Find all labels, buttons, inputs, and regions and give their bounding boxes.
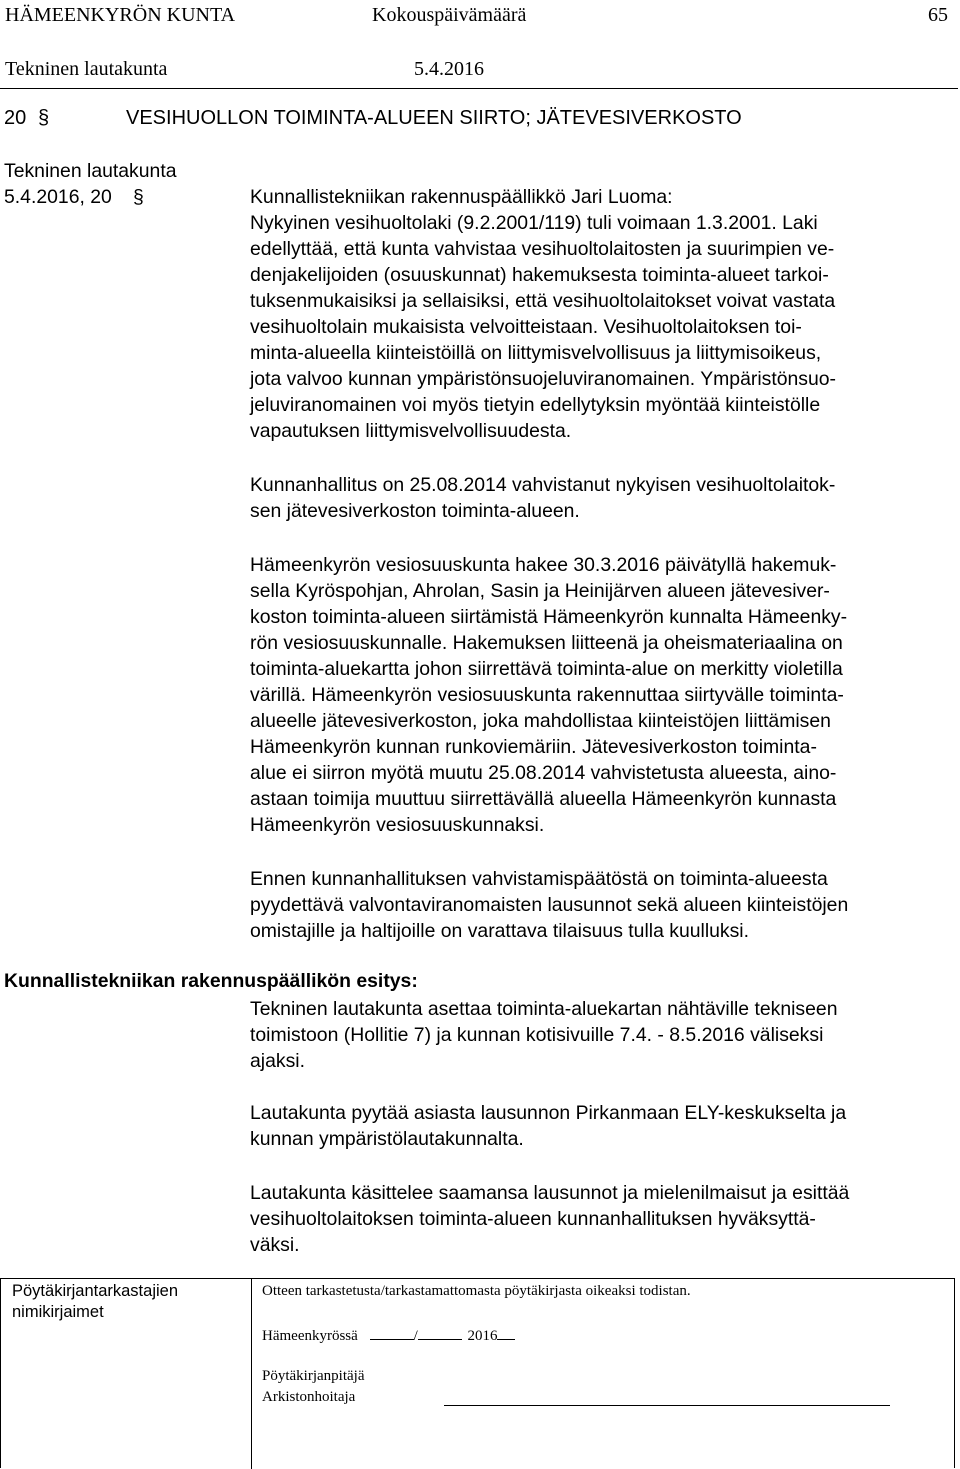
org-name: HÄMEENKYRÖN KUNTA	[5, 4, 236, 26]
page-number: 65	[928, 4, 948, 26]
text-line: tuksenmukaisiksi ja sellaisiksi, että vesihuoltolaitokset voivat vastata	[250, 290, 836, 312]
keeper-label-1: Pöytäkirjanpitäjä	[262, 1368, 365, 1384]
text-line: jeluviranomainen voi myös tietyin edellytyksin myöntää kiinteistölle	[250, 394, 821, 416]
footer-year: 2016	[467, 1328, 498, 1344]
text-line: vapautuksen liittymisvelvollisuudesta.	[250, 420, 572, 442]
footer-certification-box	[0, 1278, 955, 1468]
text-line: Lautakunta pyytää asiasta lausunnon Pirkanmaan ELY-keskukselta ja	[250, 1102, 847, 1124]
text-line: alue ei siirron myötä muutu 25.08.2014 vahvistetusta alueesta, aino-	[250, 762, 837, 784]
section-heading: VESIHUOLLON TOIMINTA-ALUEEN SIIRTO; JÄTEVESIVERKOSTO	[126, 107, 742, 129]
header-divider	[0, 88, 958, 89]
text-line: denjakelijoiden (osuuskunnat) hakemuksesta toiminta-alueet tarkoi-	[250, 264, 829, 286]
prep-symbol: §	[133, 186, 144, 208]
month-blank	[418, 1325, 462, 1340]
text-line: värillä. Hämeenkyrön vesiosuuskunta rakennuttaa siirtyvälle toiminta-	[250, 684, 844, 706]
text-line: pyydettävä valvontaviranomaisten lausunnot sekä alueen kiinteistöjen	[250, 894, 849, 916]
footer-divider	[251, 1278, 252, 1469]
text-line: vesihuoltolaitoksen toiminta-alueen kunnanhallituksen hyväksyttä-	[250, 1208, 816, 1230]
text-line: toiminta-aluekartta johon siirrettävä toiminta-alue on merkitty violetilla	[250, 658, 843, 680]
date-slash: /	[413, 1328, 418, 1344]
text-line: Hämeenkyrön vesiosuuskunnaksi.	[250, 814, 545, 836]
day-blank	[370, 1325, 414, 1340]
meeting-date: 5.4.2016	[414, 58, 484, 80]
date-label: Kokouspäivämäärä	[372, 4, 527, 26]
text-line: väksi.	[250, 1234, 300, 1256]
text-line: Lautakunta käsittelee saamansa lausunnot ja mielenilmaisut ja esittää	[250, 1182, 850, 1204]
section-symbol: §	[38, 107, 50, 129]
text-line: astaan toimija muuttuu siirrettävällä alueella Hämeenkyrön kunnasta	[250, 788, 837, 810]
text-line: jota valvoo kunnan ympäristönsuojeluviranomainen. Ympäristönsuo-	[250, 368, 836, 390]
text-line: toimistoon (Hollitie 7) ja kunnan kotisivuille 7.4. - 8.5.2016 väliseksi	[250, 1024, 824, 1046]
text-line: Tekninen lautakunta asettaa toiminta-aluekartan nähtäville tekniseen	[250, 998, 838, 1020]
prep-ref: 5.4.2016, 20	[4, 186, 112, 208]
text-line: Hämeenkyrön kunnan runkoviemäriin. Jätevesiverkoston toiminta-	[250, 736, 817, 758]
checkers-label-line1: Pöytäkirjantarkastajien	[12, 1282, 178, 1300]
text-line: Nykyinen vesihuoltolaki (9.2.2001/119) tuli voimaan 1.3.2001. Laki	[250, 212, 818, 234]
checkers-label-line2: nimikirjaimet	[12, 1303, 104, 1321]
text-line: edellyttää, että kunta vahvistaa vesihuoltolaitosten ja suurimpien ve-	[250, 238, 835, 260]
text-line: sen jätevesiverkoston toiminta-alueen.	[250, 500, 580, 522]
text-line: rön vesiosuuskunnalle. Hakemuksen liitteenä ja oheismateriaalina on	[250, 632, 843, 654]
text-line: koston toiminta-alueen siirtämistä Hämeenkyrön kunnalta Hämeenky-	[250, 606, 848, 628]
proposal-heading: Kunnallistekniikan rakennuspäällikön esitys:	[4, 970, 418, 992]
text-line: sella Kyröspohjan, Ahrolan, Sasin ja Heinijärven alueen jätevesiver-	[250, 580, 830, 602]
year-blank	[497, 1325, 515, 1340]
signature-line	[444, 1405, 890, 1406]
text-line: alueelle jätevesiverkoston, joka mahdollistaa kiinteistöjen liittämisen	[250, 710, 831, 732]
text-line: vesihuoltolain mukaisista velvoitteistaan. Vesihuoltolaitoksen toi-	[250, 316, 802, 338]
text-line: ajaksi.	[250, 1050, 305, 1072]
text-line: Ennen kunnanhallituksen vahvistamispäätöstä on toiminta-alueesta	[250, 868, 828, 890]
text-line: minta-alueella kiinteistöillä on liittymisvelvollisuus ja liittymisoikeus,	[250, 342, 822, 364]
prep-presenter: Kunnallistekniikan rakennuspäällikkö Jari Luoma:	[250, 186, 673, 208]
text-line: Hämeenkyrön vesiosuuskunta hakee 30.3.2016 päivätyllä hakemuk-	[250, 554, 837, 576]
text-line: Kunnanhallitus on 25.08.2014 vahvistanut nykyisen vesihuoltolaitok-	[250, 474, 836, 496]
board-name: Tekninen lautakunta	[5, 58, 168, 80]
text-line: kunnan ympäristölautakunnalta.	[250, 1128, 524, 1150]
prep-board: Tekninen lautakunta	[4, 160, 177, 182]
place-date-line	[262, 1325, 515, 1345]
section-number: 20	[4, 107, 27, 129]
certification-text: Otteen tarkastetusta/tarkastamattomasta pöytäkirjasta oikeaksi todistan.	[262, 1283, 691, 1299]
keeper-label-2: Arkistonhoitaja	[262, 1389, 356, 1405]
text-line: omistajille ja haltijoille on varattava tilaisuus tulla kuulluksi.	[250, 920, 750, 942]
place-name: Hämeenkyrössä	[262, 1328, 358, 1344]
